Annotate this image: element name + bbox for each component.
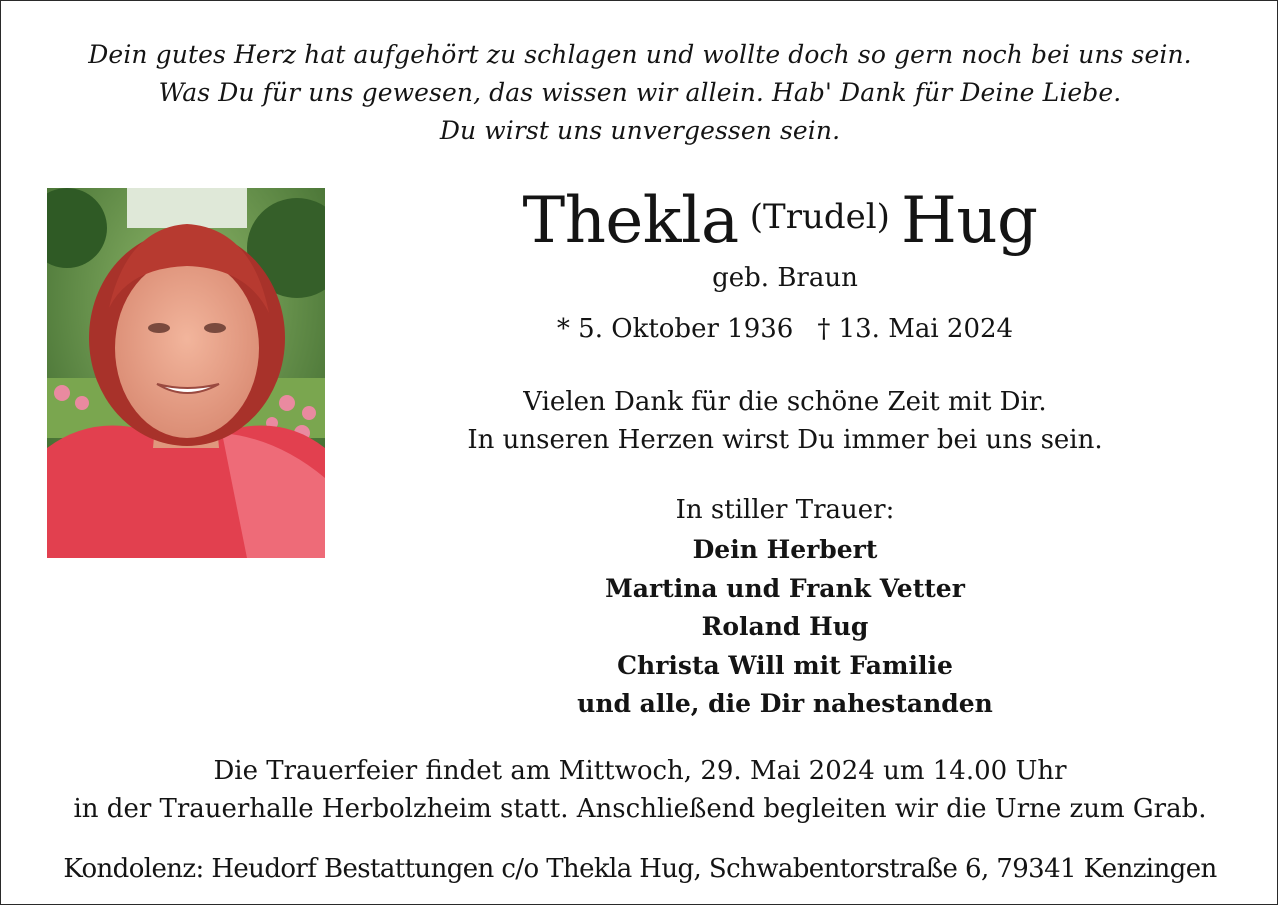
mourner-name: Christa Will mit Familie — [617, 650, 953, 680]
portrait-photo — [47, 188, 325, 558]
birth-date: * 5. Oktober 1936 — [556, 314, 794, 344]
thanks-line-1: Vielen Dank für die schöne Zeit mit Dir. — [523, 387, 1047, 417]
deceased-name — [430, 178, 1130, 264]
thanks-line-2: In unseren Herzen wirst Du immer bei uns sein. — [467, 425, 1103, 455]
portrait-illustration — [47, 188, 325, 558]
thanks-text — [400, 383, 1170, 459]
mourner-name: Roland Hug — [701, 612, 869, 641]
maiden-name: geb. Braun — [712, 263, 858, 293]
service-line-2: in der Trauerhalle Herbolzheim statt. Anschließend begleiten wir die Urne zum Grab. — [73, 794, 1207, 824]
death-date: † 13. Mai 2024 — [817, 314, 1014, 344]
quote-line-3: Du wirst uns unvergessen sein. — [439, 116, 841, 145]
mourner-name: Martina und Frank Vetter — [605, 573, 965, 603]
quote-line-1: Dein gutes Herz hat aufgehört zu schlagen und wollte doch so gern noch bei uns sein. — [88, 40, 1192, 69]
last-name: Hug — [901, 184, 1038, 258]
quote-line-2: Was Du für uns gewesen, das wissen wir allein. Hab' Dank für Deine Liebe. — [158, 78, 1122, 107]
mourning-intro: In stiller Trauer: — [675, 495, 895, 525]
mourner-name: Dein Herbert — [692, 535, 878, 564]
memorial-quote — [0, 36, 1280, 150]
life-dates — [400, 309, 1170, 349]
first-name: Thekla — [522, 184, 739, 258]
service-line-1: Die Trauerfeier findet am Mittwoch, 29. Mai 2024 um 14.00 Uhr — [213, 756, 1067, 786]
nickname: (Trudel) — [749, 197, 890, 237]
mourners-list — [400, 531, 1170, 724]
mourner-name: und alle, die Dir nahestanden — [577, 689, 993, 718]
service-info — [0, 752, 1280, 828]
condolence-address: Kondolenz: Heudorf Bestattungen c/o Thekla Hug, Schwabentorstraße 6, 79341 Kenzingen — [63, 854, 1217, 884]
